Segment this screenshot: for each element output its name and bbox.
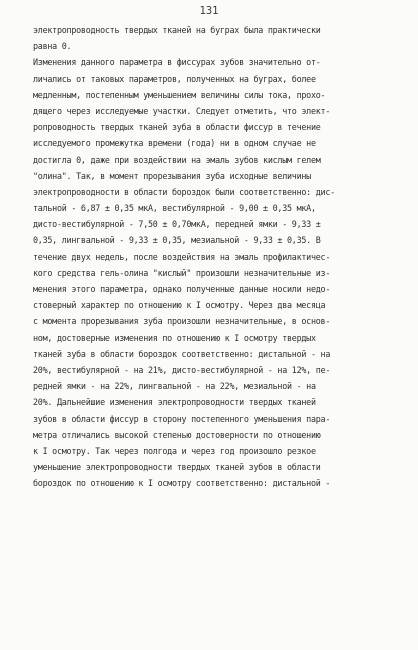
text-line: 0,35, лингвальной - 9,33 ± 0,35, мезиальной - 9,33 ± 0,35. В — [33, 235, 321, 246]
text-line: редней ямки - на 22%, лингвальной - на 22%, мезиальной - на — [33, 381, 316, 392]
text-line: исследуемого промежутка времени (года) ни в одном случае не — [33, 138, 316, 149]
text-line: тканей зуба в области бороздок соответственно: дистальной - на — [33, 348, 331, 359]
text-line: к I осмотру. Так через полгода и через год произошло резкое — [33, 445, 316, 456]
text-line: личались от таковых параметров, полученных на буграх, более — [33, 73, 316, 84]
text-line: течение двух недель, после воздействия на эмаль профилактичес- — [33, 251, 331, 262]
text-line: тальной - 6,87 ± 0,35 мкА, вестибулярной - 9,00 ± 0,35 мкА, — [33, 203, 316, 214]
text-line: ном, достоверные изменения по отношению к I осмотру твердых — [33, 332, 316, 343]
text-line: электропроводности в области бороздок были соответственно: дис- — [33, 186, 335, 197]
text-line: стоверный характер по отношению к I осмотру. Через два месяца — [33, 300, 326, 311]
text-line: кого средства гель-олина "кислый" произошли незначительные из- — [33, 267, 331, 278]
page-number: 131 — [199, 5, 219, 17]
text-line: "олина". Так, в момент прорезывания зуба исходные величины — [33, 170, 311, 181]
text-line: зубов в области фиссур в сторону постепенного уменьшения пара- — [33, 413, 331, 424]
text-line: достигла 0, даже при воздействии на эмаль зубов кислым гелем — [33, 154, 321, 165]
text-line: Изменения данного параметра в фиссурах зубов значительно от- — [33, 57, 321, 68]
text-line: 20%. Дальнейшие изменения электропроводности твердых тканей — [33, 397, 316, 408]
text-line: с момента прорезывания зуба произошли незначительные, в основ- — [33, 316, 331, 327]
text-line: дисто-вестибулярной - 7,50 ± 0,70мкА, передней ямки - 9,33 ± — [33, 219, 321, 230]
text-line: дящего через исследуемые участки. Следует отметить, что элект- — [33, 105, 331, 116]
text-line: медленным, постепенным уменьшением величины силы тока, прохо- — [33, 89, 326, 100]
text-line: равна 0. — [33, 41, 72, 52]
text-line: электропроводность твердых тканей на буграх была практически — [33, 25, 321, 35]
text-line: уменьшение электропроводности твердых тканей зубов в области — [33, 462, 321, 473]
text-line: бороздок по отношению к I осмотру соответственно: дистальной - — [33, 478, 331, 489]
text-line: ропроводность твердых тканей зуба в области фиссур в течение — [33, 122, 321, 133]
text-line: менения этого параметра, однако полученные данные носили недо- — [33, 284, 331, 294]
body-text — [33, 22, 405, 491]
text-line: метра отличались высокой степенью достоверности по отношению — [33, 429, 321, 440]
text-line: 20%, вестибулярной - на 21%, дисто-вестибулярной - на 12%, пе- — [33, 364, 331, 375]
